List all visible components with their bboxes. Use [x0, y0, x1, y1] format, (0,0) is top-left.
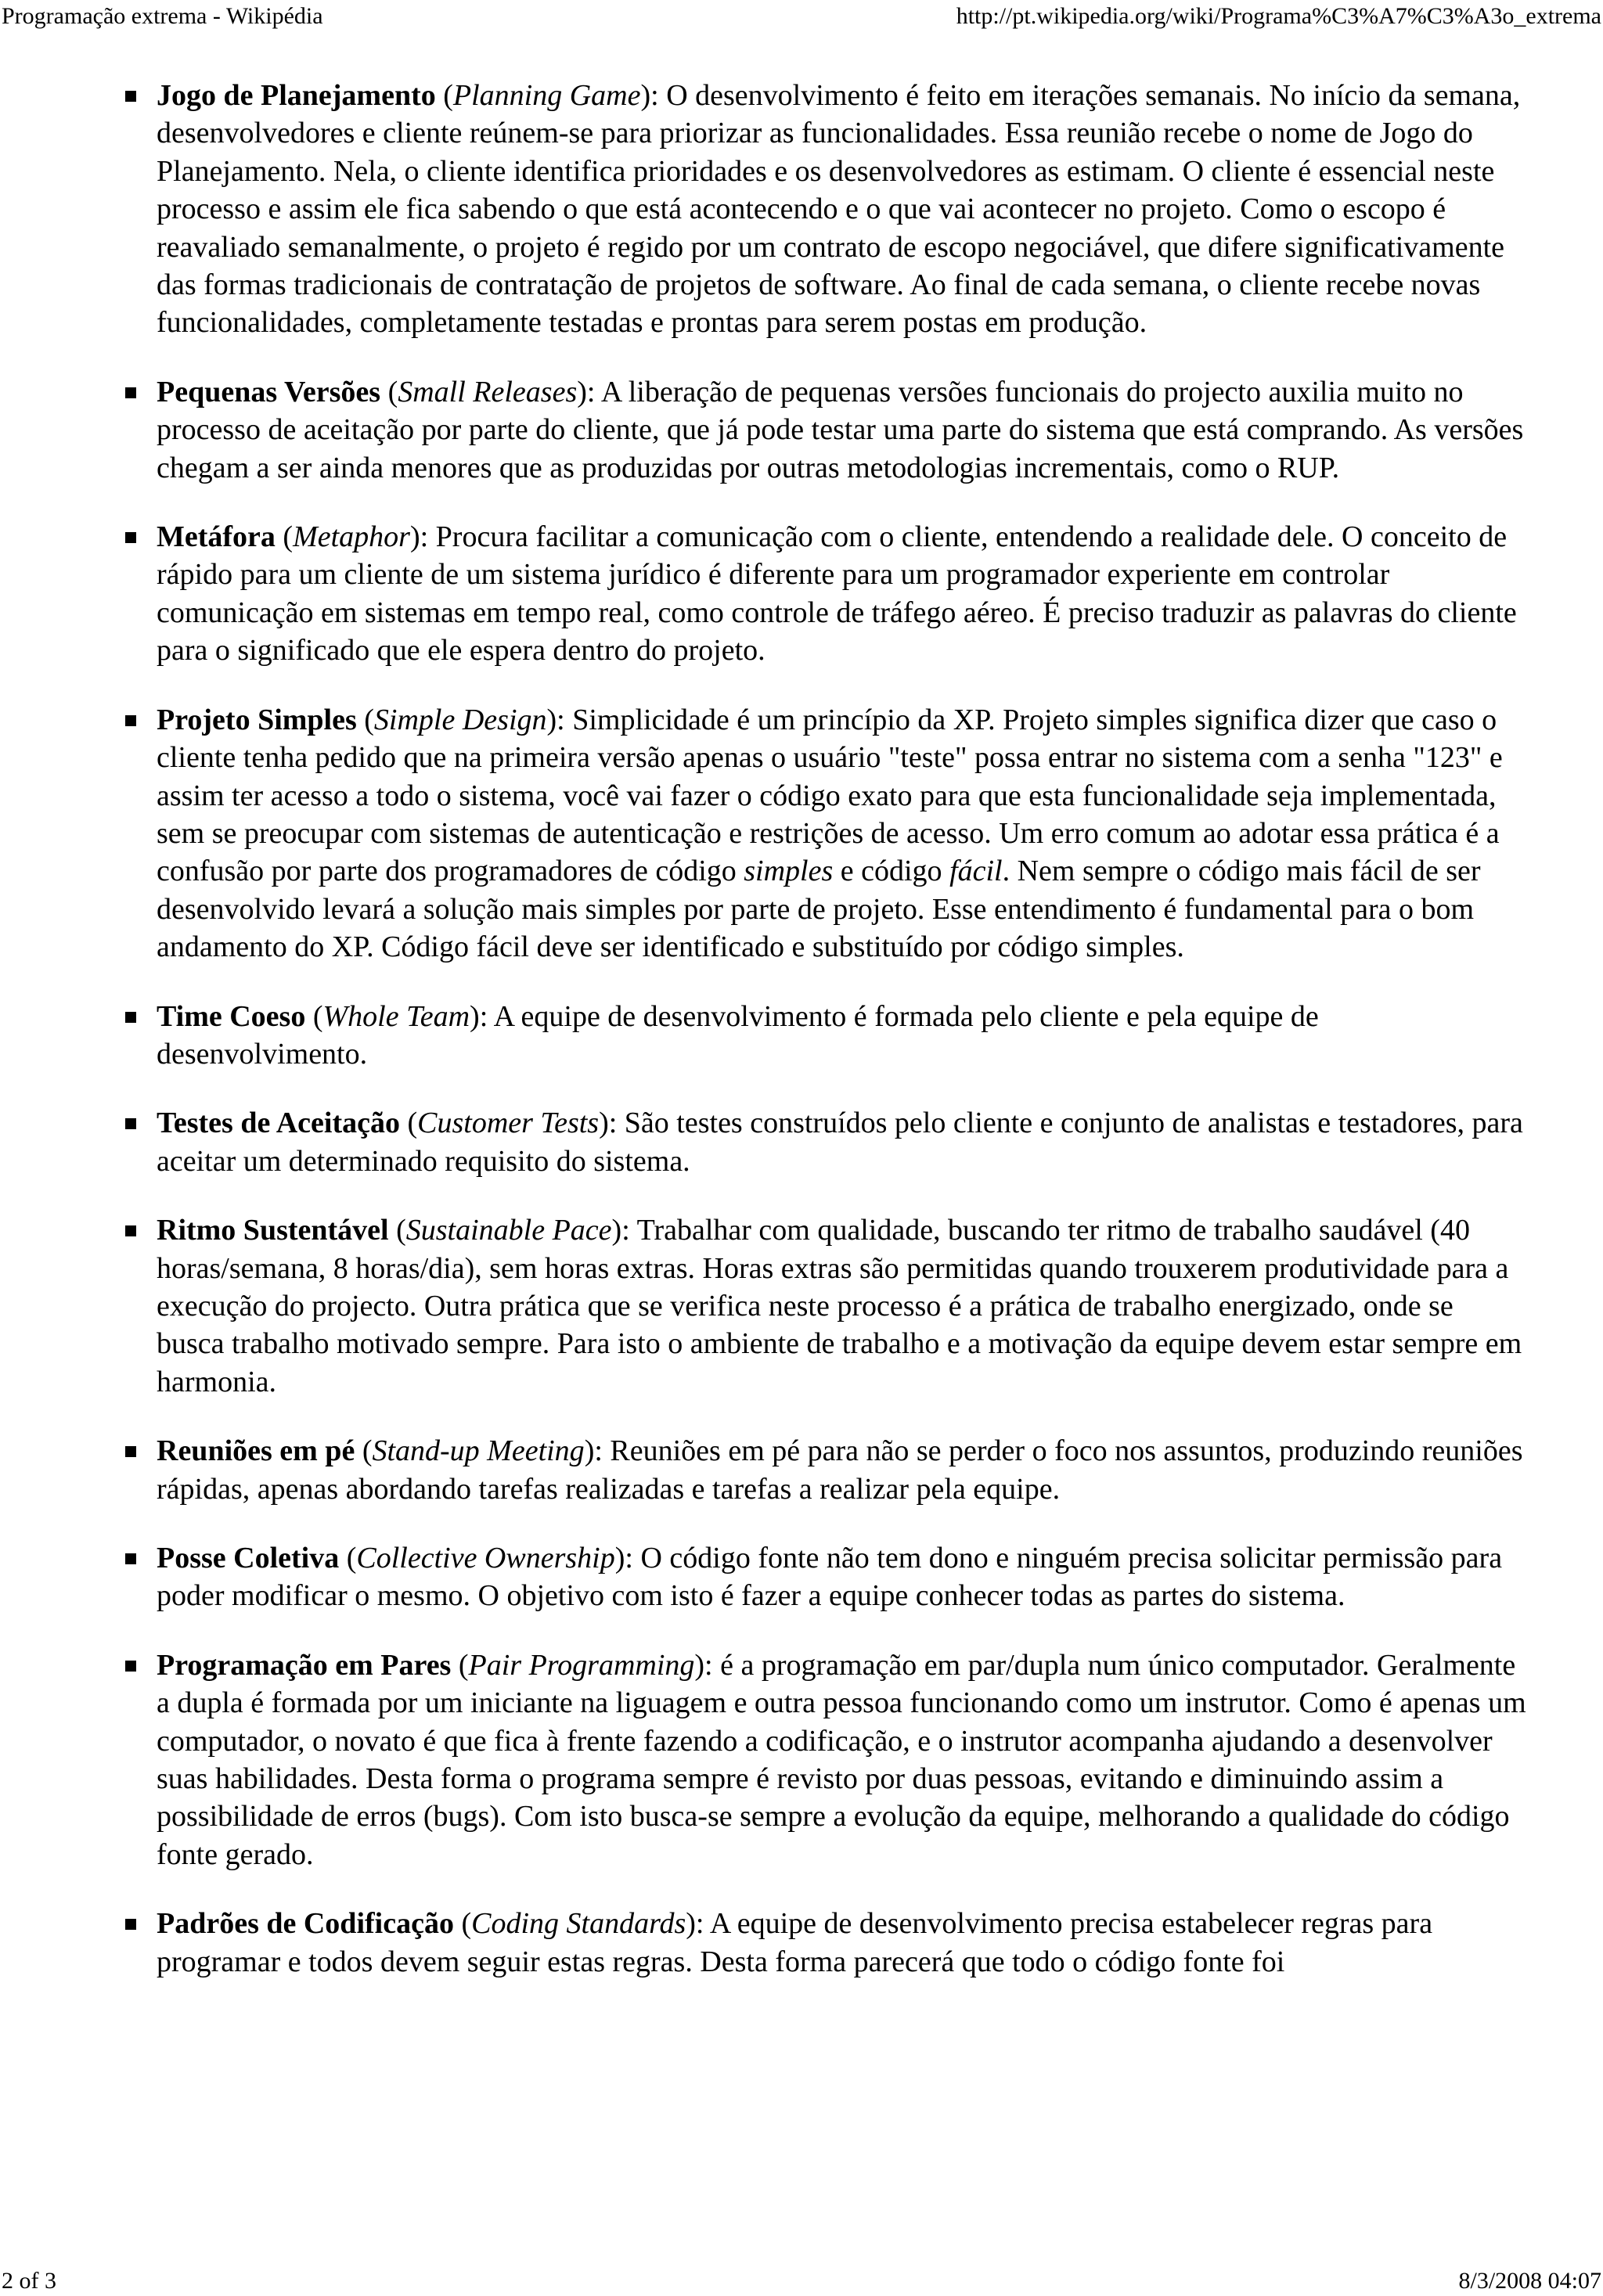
practice-english-term: Pair Programming: [468, 1648, 695, 1682]
square-bullet-icon: [125, 91, 136, 102]
xp-practices-list: [157, 77, 1528, 1981]
practice-term: Reuniões em pé: [157, 1434, 355, 1468]
list-item-planning-game: Jogo de Planejamento (Planning Game): O desenvolvimento é feito em iterações semanais. No início da semana, desenvolvedores e cliente reúnem-se para priorizar as funcionalidades. Essa reunião recebe o nome de Jogo do Planejamento. Nela, o cliente identifica prioridades e os desenvolvedores as estimam. O cliente é essencial neste processo e assim ele fica sabendo o que está acontecendo e o que vai acontecer no projeto. Como o escopo é reavaliado semanalmente, o projeto é regido por um contrato de escopo negociável, que difere significativamente das formas tradicionais de contratação de projetos de software. Ao final de cada semana, o cliente recebe novas funcionalidades, completamente testadas e prontas para serem postas em produção.: [157, 77, 1528, 342]
article-content: [157, 77, 1528, 2012]
emphasis-simples: simples: [744, 855, 834, 888]
practice-term: Metáfora: [157, 520, 276, 554]
practice-english-term: Stand-up Meeting: [372, 1434, 585, 1468]
square-bullet-icon: [125, 1446, 136, 1457]
square-bullet-icon: [125, 1225, 136, 1236]
practice-description: é a programação em par/dupla num único computador. Geralmente a dupla é formada por um iniciante na liguagem e outra pessoa funcionando como um instrutor. Como é apenas um computador, o novato é que fica à frente fazendo a codificação, e o instrutor acompanha ajudando a desenvolver suas habilidades. Desta forma o programa sempre é revisto por duas pessoas, evitando e diminuindo assim a possibilidade de erros (bugs). Com isto busca-se sempre a evolução da equipe, melhorando a qualidade do código fonte gerado.: [157, 1648, 1526, 1871]
list-item-collective-ownership: Posse Coletiva (Collective Ownership): O código fonte não tem dono e ninguém precisa solicitar permissão para poder modificar o mesmo. O objetivo com isto é fazer a equipe conhecer todas as partes do sistema.: [157, 1539, 1528, 1615]
square-bullet-icon: [125, 1919, 136, 1930]
practice-description: Reuniões em pé para não se perder o foco nos assuntos, produzindo reuniões rápidas, apenas abordando tarefas realizadas e tarefas a realizar pela equipe.: [157, 1434, 1523, 1506]
list-item-small-releases: Pequenas Versões (Small Releases): A liberação de pequenas versões funcionais do projecto auxilia muito no processo de aceitação por parte do cliente, que já pode testar uma parte do sistema que está comprando. As versões chegam a ser ainda menores que as produzidas por outras metodologias incrementais, como o RUP.: [157, 373, 1528, 487]
list-item-metaphor: Metáfora (Metaphor): Procura facilitar a comunicação com o cliente, entendendo a realidade dele. O conceito de rápido para um cliente de um sistema jurídico é diferente para um programador experiente em controlar comunicação em sistemas em tempo real, como controle de tráfego aéreo. É preciso traduzir as palavras do cliente para o significado que ele espera dentro do projeto.: [157, 518, 1528, 670]
practice-description: Procura facilitar a comunicação com o cliente, entendendo a realidade dele. O conceito de rápido para um cliente de um sistema jurídico é diferente para um programador experiente em controlar comunicação em sistemas em tempo real, como controle de tráfego aéreo. É preciso traduzir as palavras do cliente para o significado que ele espera dentro do projeto.: [157, 520, 1517, 668]
square-bullet-icon: [125, 1118, 136, 1129]
practice-english-term: Metaphor: [293, 520, 410, 554]
square-bullet-icon: [125, 715, 136, 726]
page-url: http://pt.wikipedia.org/wiki/Programa%C3%A7%C3%A3o_extrema: [956, 3, 1601, 29]
practice-description: A equipe de desenvolvimento precisa estabelecer regras para programar e todos devem seguir estas regras. Desta forma parecerá que todo o código fonte foi: [157, 1907, 1433, 1978]
list-item-coding-standards: Padrões de Codificação (Coding Standards): A equipe de desenvolvimento precisa estabelecer regras para programar e todos devem seguir estas regras. Desta forma parecerá que todo o código fonte foi: [157, 1905, 1528, 1981]
practice-description-cont: e código: [840, 855, 942, 888]
square-bullet-icon: [125, 387, 136, 398]
practice-english-term: Simple Design: [373, 703, 547, 736]
print-timestamp: 8/3/2008 04:07: [1458, 2268, 1601, 2294]
practice-term: Testes de Aceitação: [157, 1107, 400, 1140]
practice-term: Ritmo Sustentável: [157, 1214, 389, 1247]
practice-description: O código fonte não tem dono e ninguém precisa solicitar permissão para poder modificar o mesmo. O objetivo com isto é fazer a equipe conhecer todas as partes do sistema.: [157, 1542, 1503, 1613]
practice-term: Pequenas Versões: [157, 375, 381, 408]
practice-description: São testes construídos pelo cliente e conjunto de analistas e testadores, para aceitar um determinado requisito do sistema.: [157, 1107, 1523, 1178]
list-item-whole-team: Time Coeso (Whole Team): A equipe de desenvolvimento é formada pelo cliente e pela equipe de desenvolvimento.: [157, 998, 1528, 1074]
practice-description: A equipe de desenvolvimento é formada pelo cliente e pela equipe de desenvolvimento.: [157, 999, 1319, 1071]
square-bullet-icon: [125, 1553, 136, 1564]
practice-english-term: Whole Team: [322, 999, 470, 1033]
practice-description: A liberação de pequenas versões funcionais do projecto auxilia muito no processo de aceitação por parte do cliente, que já pode testar uma parte do sistema que está comprando. As versões chegam a ser ainda menores que as produzidas por outras metodologias incrementais, como o RUP.: [157, 375, 1524, 484]
square-bullet-icon: [125, 1012, 136, 1023]
practice-term: Posse Coletiva: [157, 1542, 340, 1574]
list-item-pair-programming: Programação em Pares (Pair Programming): é a programação em par/dupla num único computador. Geralmente a dupla é formada por um iniciante na liguagem e outra pessoa funcionando como um instrutor. Como é apenas um computador, o novato é que fica à frente fazendo a codificação, e o instrutor acompanha ajudando a desenvolver suas habilidades. Desta forma o programa sempre é revisto por duas pessoas, evitando e diminuindo assim a possibilidade de erros (bugs). Com isto busca-se sempre a evolução da equipe, melhorando a qualidade do código fonte gerado.: [157, 1646, 1528, 1873]
list-item-customer-tests: Testes de Aceitação (Customer Tests): São testes construídos pelo cliente e conjunto de analistas e testadores, para aceitar um determinado requisito do sistema.: [157, 1104, 1528, 1180]
list-item-stand-up-meeting: Reuniões em pé (Stand-up Meeting): Reuniões em pé para não se perder o foco nos assuntos, produzindo reuniões rápidas, apenas abordando tarefas realizadas e tarefas a realizar pela equipe.: [157, 1432, 1528, 1508]
square-bullet-icon: [125, 532, 136, 543]
list-item-simple-design: Projeto Simples (Simple Design): Simplicidade é um princípio da XP. Projeto simples significa dizer que caso o cliente tenha pedido que na primeira versão apenas o usuário "teste" possa entrar no sistema com a senha "123" e assim ter acesso a todo o sistema, você vai fazer o código exato para que esta funcionalidade seja implementada, sem se preocupar com sistemas de autenticação e restrições de acesso. Um erro comum ao adotar essa prática é a confusão por parte dos programadores de código simples e código fácil. Nem sempre o código mais fácil de ser desenvolvido levará a solução mais simples por parte de projeto. Esse entendimento é fundamental para o bom andamento do XP. Código fácil deve ser identificado e substituído por código simples.: [157, 701, 1528, 966]
practice-description: Trabalhar com qualidade, buscando ter ritmo de trabalho saudável (40 horas/semana, 8 horas/dia), sem horas extras. Horas extras são permitidas quando trouxerem produtividade para a execução do projecto. Outra prática que se verifica neste processo é a prática de trabalho energizado, onde se busca trabalho motivado sempre. Para isto o ambiente de trabalho e a motivação da equipe devem estar sempre em harmonia.: [157, 1214, 1522, 1398]
emphasis-facil: fácil: [949, 855, 1003, 888]
practice-description-end: . Nem sempre o código mais fácil de ser desenvolvido levará a solução mais simples por parte de projeto. Esse entendimento é fundamental para o bom andamento do XP. Código fácil deve ser identificado e substituído por código simples.: [157, 855, 1481, 964]
page-title: Programação extrema - Wikipédia: [2, 3, 323, 29]
practice-description: Simplicidade é um princípio da XP. Projeto simples significa dizer que caso o cliente tenha pedido que na primeira versão apenas o usuário "teste" possa entrar no sistema com a senha "123" e assim ter acesso a todo o sistema, você vai fazer o código exato para que esta funcionalidade seja implementada, sem se preocupar com sistemas de autenticação e restrições de acesso. Um erro comum ao adotar essa prática é a confusão por parte dos programadores de código: [157, 703, 1503, 888]
practice-description: O desenvolvimento é feito em iterações semanais. No início da semana, desenvolvedores e cliente reúnem-se para priorizar as funcionalidades. Essa reunião recebe o nome de Jogo do Planejamento. Nela, o cliente identifica prioridades e os desenvolvedores as estimam. O cliente é essencial neste processo e assim ele fica sabendo o que está acontecendo e o que vai acontecer no projeto. Como o escopo é reavaliado semanalmente, o projeto é regido por um contrato de escopo negociável, que difere significativamente das formas tradicionais de contratação de projetos de software. Ao final de cada semana, o cliente recebe novas funcionalidades, completamente testadas e prontas para serem postas em produção.: [157, 79, 1521, 340]
practice-english-term: Coding Standards: [471, 1907, 686, 1941]
practice-term: Programação em Pares: [157, 1648, 452, 1682]
square-bullet-icon: [125, 1661, 136, 1672]
practice-term: Jogo de Planejamento: [157, 79, 436, 112]
practice-term: Padrões de Codificação: [157, 1907, 454, 1941]
page-number: 2 of 3: [2, 2268, 56, 2294]
practice-term: Projeto Simples: [157, 703, 357, 736]
practice-english-term: Sustainable Pace: [405, 1214, 612, 1247]
practice-english-term: Collective Ownership: [356, 1542, 615, 1574]
practice-english-term: Small Releases: [398, 375, 578, 408]
practice-english-term: Planning Game: [452, 79, 641, 112]
practice-term: Time Coeso: [157, 999, 306, 1033]
practice-english-term: Customer Tests: [417, 1107, 600, 1140]
list-item-sustainable-pace: Ritmo Sustentável (Sustainable Pace): Trabalhar com qualidade, buscando ter ritmo de trabalho saudável (40 horas/semana, 8 horas/dia), sem horas extras. Horas extras são permitidas quando trouxerem produtividade para a execução do projecto. Outra prática que se verifica neste processo é a prática de trabalho energizado, onde se busca trabalho motivado sempre. Para isto o ambiente de trabalho e a motivação da equipe devem estar sempre em harmonia.: [157, 1211, 1528, 1401]
